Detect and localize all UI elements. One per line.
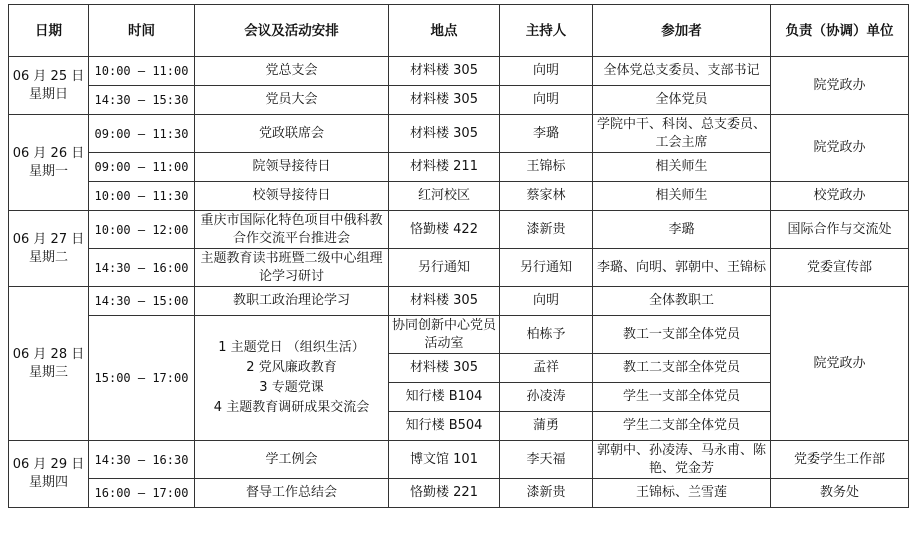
participants-cell: 全体党总支委员、支部书记 <box>593 57 771 86</box>
place-cell: 知行楼 B104 <box>389 383 500 412</box>
header-event: 会议及活动安排 <box>195 5 389 57</box>
unit-cell: 校党政办 <box>771 182 909 211</box>
header-unit: 负责（协调）单位 <box>771 5 909 57</box>
time-cell: 09:00 – 11:00 <box>89 153 195 182</box>
place-cell: 知行楼 B504 <box>389 412 500 441</box>
participants-cell: 相关师生 <box>593 153 771 182</box>
date-cell <box>9 211 89 287</box>
participants-cell: 教工一支部全体党员 <box>593 316 771 354</box>
time-cell: 10:00 – 11:00 <box>89 57 195 86</box>
host-cell: 蒲勇 <box>500 412 593 441</box>
event-cell: 党总支会 <box>195 57 389 86</box>
header-participants: 参加者 <box>593 5 771 57</box>
date-cell <box>9 441 89 508</box>
weekday-text: 星期三 <box>28 364 68 380</box>
place-cell: 材料楼 305 <box>389 287 500 316</box>
participants-cell: 王锦标、兰雪莲 <box>593 479 771 508</box>
weekday-text: 星期二 <box>28 249 68 265</box>
time-cell: 10:00 – 12:00 <box>89 211 195 249</box>
unit-cell: 院党政办 <box>771 115 909 182</box>
event-cell: 重庆市国际化特色项目中俄科教合作交流平台推进会 <box>195 211 389 249</box>
table-row <box>9 287 909 316</box>
date-cell <box>9 115 89 211</box>
place-cell: 恪勤楼 221 <box>389 479 500 508</box>
participants-cell: 教工二支部全体党员 <box>593 354 771 383</box>
place-cell: 另行通知 <box>389 249 500 287</box>
place-cell: 红河校区 <box>389 182 500 211</box>
place-cell: 材料楼 211 <box>389 153 500 182</box>
event-cell: 学工例会 <box>195 441 389 479</box>
unit-cell: 院党政办 <box>771 57 909 115</box>
unit-cell: 国际合作与交流处 <box>771 211 909 249</box>
host-cell: 向明 <box>500 57 593 86</box>
host-cell: 漆新贵 <box>500 479 593 508</box>
host-cell: 孙凌涛 <box>500 383 593 412</box>
weekly-schedule-table <box>8 4 909 508</box>
time-cell: 10:00 – 11:30 <box>89 182 195 211</box>
date-text: 06 月 28 日 <box>12 346 85 362</box>
event-cell: 校领导接待日 <box>195 182 389 211</box>
place-cell: 材料楼 305 <box>389 57 500 86</box>
event-cell: 党政联席会 <box>195 115 389 153</box>
table-row <box>9 441 909 479</box>
event-cell: 主题教育读书班暨二级中心组理论学习研讨 <box>195 249 389 287</box>
header-place: 地点 <box>389 5 500 57</box>
participants-cell: 全体党员 <box>593 86 771 115</box>
participants-cell: 相关师生 <box>593 182 771 211</box>
table-row <box>9 249 909 287</box>
header-time: 时间 <box>89 5 195 57</box>
event-cell: 督导工作总结会 <box>195 479 389 508</box>
place-cell: 恪勤楼 422 <box>389 211 500 249</box>
event-item: 2 党风廉政教育 <box>246 360 337 375</box>
time-cell: 14:30 – 15:00 <box>89 287 195 316</box>
schedule-wrapper <box>8 4 909 508</box>
event-item: 3 专题党课 <box>259 380 324 395</box>
participants-cell: 学生一支部全体党员 <box>593 383 771 412</box>
event-items-cell <box>195 316 389 441</box>
host-cell: 柏栋予 <box>500 316 593 354</box>
date-text: 06 月 25 日 <box>12 68 85 84</box>
event-item: 4 主题教育调研成果交流会 <box>213 400 370 415</box>
time-cell: 15:00 – 17:00 <box>89 316 195 441</box>
unit-cell: 教务处 <box>771 479 909 508</box>
date-cell <box>9 287 89 441</box>
place-cell: 材料楼 305 <box>389 115 500 153</box>
event-cell: 教职工政治理论学习 <box>195 287 389 316</box>
place-cell: 协同创新中心党员活动室 <box>389 316 500 354</box>
place-cell: 博文馆 101 <box>389 441 500 479</box>
participants-cell: 郭朝中、孙凌涛、马永甫、陈艳、党金芳 <box>593 441 771 479</box>
table-row <box>9 479 909 508</box>
place-cell: 材料楼 305 <box>389 86 500 115</box>
participants-cell: 学院中干、科岗、总支委员、工会主席 <box>593 115 771 153</box>
event-item: 1 主题党日 （组织生活） <box>218 340 365 355</box>
participants-cell: 学生二支部全体党员 <box>593 412 771 441</box>
host-cell: 蔡家林 <box>500 182 593 211</box>
table-header-row <box>9 5 909 57</box>
time-cell: 14:30 – 16:30 <box>89 441 195 479</box>
time-cell: 09:00 – 11:30 <box>89 115 195 153</box>
event-cell: 党员大会 <box>195 86 389 115</box>
host-cell: 漆新贵 <box>500 211 593 249</box>
date-text: 06 月 29 日 <box>12 457 85 472</box>
host-cell: 王锦标 <box>500 153 593 182</box>
host-cell: 向明 <box>500 86 593 115</box>
date-text: 06 月 26 日 <box>12 145 85 161</box>
header-date: 日期 <box>9 5 89 57</box>
table-row <box>9 182 909 211</box>
host-cell: 李璐 <box>500 115 593 153</box>
unit-cell: 院党政办 <box>771 287 909 441</box>
weekday-text: 星期四 <box>28 475 68 490</box>
host-cell: 另行通知 <box>500 249 593 287</box>
unit-cell: 党委宣传部 <box>771 249 909 287</box>
host-cell: 向明 <box>500 287 593 316</box>
table-row <box>9 57 909 86</box>
date-cell <box>9 57 89 115</box>
time-cell: 14:30 – 15:30 <box>89 86 195 115</box>
event-cell: 院领导接待日 <box>195 153 389 182</box>
time-cell: 14:30 – 16:00 <box>89 249 195 287</box>
participants-cell: 全体教职工 <box>593 287 771 316</box>
place-cell: 材料楼 305 <box>389 354 500 383</box>
unit-cell: 党委学生工作部 <box>771 441 909 479</box>
participants-cell: 李璐 <box>593 211 771 249</box>
weekday-text: 星期日 <box>28 86 68 102</box>
table-row <box>9 115 909 153</box>
header-host: 主持人 <box>500 5 593 57</box>
time-cell: 16:00 – 17:00 <box>89 479 195 508</box>
table-row <box>9 211 909 249</box>
participants-cell: 李璐、向明、郭朝中、王锦标 <box>593 249 771 287</box>
host-cell: 孟祥 <box>500 354 593 383</box>
host-cell: 李天福 <box>500 441 593 479</box>
weekday-text: 星期一 <box>28 163 68 179</box>
date-text: 06 月 27 日 <box>12 231 85 247</box>
